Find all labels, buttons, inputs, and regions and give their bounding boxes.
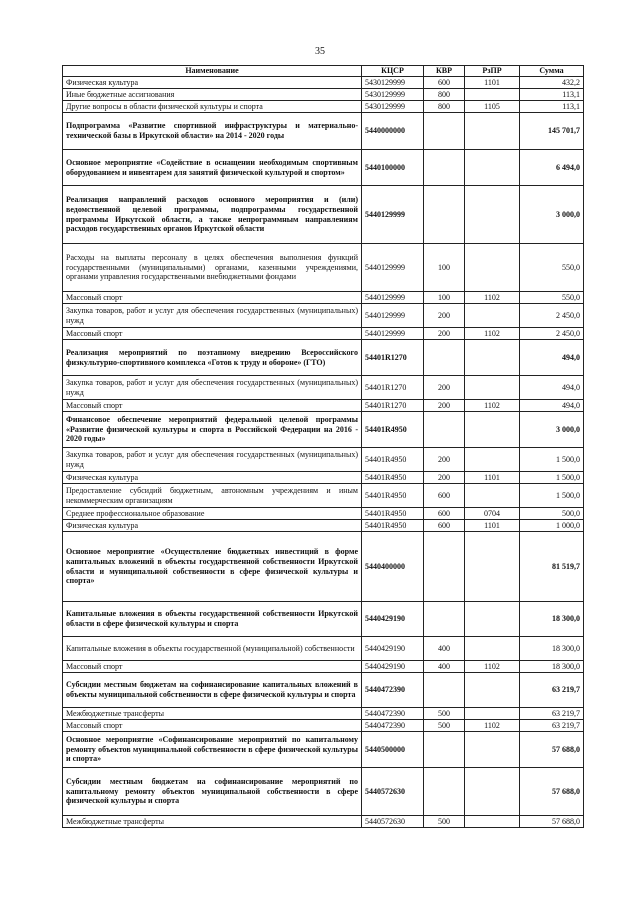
table-row [63, 520, 584, 532]
cell-sum: 145 701,7 [520, 113, 584, 150]
table-row [63, 412, 584, 448]
table-row [63, 720, 584, 732]
cell-kcsr: 5440429190 [362, 637, 424, 661]
page-number: 35 [315, 46, 325, 57]
cell-name: Среднее профессиональное образование [63, 508, 362, 520]
table-header-row [63, 66, 584, 77]
cell-sum: 63 219,7 [520, 708, 584, 720]
cell-name: Массовый спорт [63, 292, 362, 304]
cell-name: Капитальные вложения в объекты государственной собственности Иркутской области в сфере физической культуры и спорта [63, 602, 362, 637]
cell-name: Массовый спорт [63, 328, 362, 340]
table-row [63, 186, 584, 244]
cell-kvr [424, 340, 465, 376]
cell-rzpr [465, 448, 520, 472]
cell-kvr: 100 [424, 244, 465, 292]
cell-sum: 113,1 [520, 101, 584, 113]
cell-name: Другие вопросы в области физической культуры и спорта [63, 101, 362, 113]
cell-kvr [424, 113, 465, 150]
cell-name: Массовый спорт [63, 661, 362, 673]
table-row [63, 244, 584, 292]
cell-kvr [424, 673, 465, 708]
cell-name: Иные бюджетные ассигнования [63, 89, 362, 101]
cell-name: Физическая культура [63, 520, 362, 532]
cell-sum: 1 500,0 [520, 448, 584, 472]
cell-name: Закупка товаров, работ и услуг для обеспечения государственных (муниципальных) нужд [63, 448, 362, 472]
cell-kvr: 600 [424, 508, 465, 520]
cell-kcsr: 54401R4950 [362, 412, 424, 448]
cell-kvr [424, 732, 465, 768]
cell-name: Физическая культура [63, 77, 362, 89]
cell-kcsr: 54401R4950 [362, 448, 424, 472]
cell-kcsr: 54401R4950 [362, 508, 424, 520]
cell-rzpr: 1101 [465, 77, 520, 89]
table-row [63, 448, 584, 472]
cell-kvr [424, 186, 465, 244]
cell-sum: 494,0 [520, 340, 584, 376]
cell-kvr: 500 [424, 708, 465, 720]
cell-kvr: 500 [424, 720, 465, 732]
cell-rzpr [465, 89, 520, 101]
table-row [63, 472, 584, 484]
cell-kcsr: 5440472390 [362, 708, 424, 720]
cell-rzpr: 1102 [465, 661, 520, 673]
cell-sum: 2 450,0 [520, 328, 584, 340]
header-name: Наименование [63, 66, 362, 77]
cell-name: Расходы на выплаты персоналу в целях обеспечения выполнения функций государственными (муниципальными) органами, казенными учреждениями, органами управления государственными внебюджетными фондами [63, 244, 362, 292]
header-rzpr: РзПР [465, 66, 520, 77]
cell-sum: 1 500,0 [520, 484, 584, 508]
cell-sum: 57 688,0 [520, 816, 584, 828]
cell-kvr: 100 [424, 292, 465, 304]
table-row [63, 150, 584, 186]
cell-kcsr: 5440129999 [362, 292, 424, 304]
cell-sum: 494,0 [520, 376, 584, 400]
cell-kvr [424, 150, 465, 186]
cell-sum: 18 300,0 [520, 661, 584, 673]
table-row [63, 304, 584, 328]
cell-rzpr: 1101 [465, 472, 520, 484]
cell-name: Финансовое обеспечение мероприятий федеральной целевой программы «Развитие физической культуры и спорта в Российской Федерации на 2016 - 2020 годы» [63, 412, 362, 448]
cell-kvr [424, 412, 465, 448]
cell-sum: 550,0 [520, 244, 584, 292]
cell-kcsr: 54401R1270 [362, 340, 424, 376]
table-row [63, 340, 584, 376]
cell-kcsr: 5440472390 [362, 673, 424, 708]
cell-kcsr: 54401R4950 [362, 472, 424, 484]
cell-sum: 63 219,7 [520, 673, 584, 708]
table-row [63, 732, 584, 768]
table-row [63, 328, 584, 340]
cell-rzpr [465, 532, 520, 602]
table-row [63, 376, 584, 400]
cell-kcsr: 54401R1270 [362, 376, 424, 400]
cell-kcsr: 54401R4950 [362, 484, 424, 508]
cell-kcsr: 5440429190 [362, 602, 424, 637]
cell-name: Закупка товаров, работ и услуг для обеспечения государственных (муниципальных) нужд [63, 376, 362, 400]
cell-kcsr: 5440129999 [362, 186, 424, 244]
cell-name: Массовый спорт [63, 720, 362, 732]
cell-sum: 432,2 [520, 77, 584, 89]
table-row [63, 637, 584, 661]
cell-rzpr [465, 150, 520, 186]
cell-name: Физическая культура [63, 472, 362, 484]
cell-kvr: 200 [424, 448, 465, 472]
cell-rzpr: 1102 [465, 292, 520, 304]
cell-sum: 57 688,0 [520, 768, 584, 816]
cell-name: Межбюджетные трансферты [63, 816, 362, 828]
cell-kcsr: 5430129999 [362, 89, 424, 101]
cell-sum: 550,0 [520, 292, 584, 304]
cell-kcsr: 5430129999 [362, 77, 424, 89]
cell-rzpr [465, 602, 520, 637]
cell-rzpr [465, 637, 520, 661]
cell-name: Капитальные вложения в объекты государственной (муниципальной) собственности [63, 637, 362, 661]
header-kcsr: КЦСР [362, 66, 424, 77]
table-row [63, 768, 584, 816]
cell-sum: 57 688,0 [520, 732, 584, 768]
cell-rzpr [465, 376, 520, 400]
cell-rzpr [465, 340, 520, 376]
table-row [63, 673, 584, 708]
cell-kcsr: 5440129999 [362, 328, 424, 340]
table-row [63, 816, 584, 828]
cell-name: Предоставление субсидий бюджетным, автономным учреждениям и иным некоммерческим организациям [63, 484, 362, 508]
cell-sum: 3 000,0 [520, 412, 584, 448]
cell-kvr: 200 [424, 472, 465, 484]
cell-sum: 18 300,0 [520, 602, 584, 637]
cell-kvr [424, 768, 465, 816]
cell-sum: 1 500,0 [520, 472, 584, 484]
cell-kvr: 200 [424, 400, 465, 412]
cell-kvr [424, 532, 465, 602]
cell-kcsr: 5440129999 [362, 304, 424, 328]
cell-sum: 494,0 [520, 400, 584, 412]
cell-name: Межбюджетные трансферты [63, 708, 362, 720]
cell-sum: 81 519,7 [520, 532, 584, 602]
cell-kvr: 600 [424, 520, 465, 532]
cell-name: Основное мероприятие «Содействие в оснащении необходимым спортивным оборудованием и инвентарем для занятий физической культурой и спортом» [63, 150, 362, 186]
table-row [63, 101, 584, 113]
cell-kcsr: 54401R4950 [362, 520, 424, 532]
cell-kvr: 200 [424, 328, 465, 340]
cell-rzpr: 1102 [465, 400, 520, 412]
cell-kvr: 800 [424, 101, 465, 113]
cell-sum: 18 300,0 [520, 637, 584, 661]
cell-rzpr: 1102 [465, 720, 520, 732]
cell-kvr: 500 [424, 816, 465, 828]
cell-kcsr: 5440572630 [362, 816, 424, 828]
cell-sum: 63 219,7 [520, 720, 584, 732]
table-row [63, 89, 584, 101]
table-row [63, 708, 584, 720]
cell-name: Реализация направлений расходов основного мероприятия и (или) ведомственной целевой программы, подпрограммы государственной программы Иркутской области, а также непрограммным направлениям расходов государственных органов Иркутской области [63, 186, 362, 244]
header-kvr: КВР [424, 66, 465, 77]
table-row [63, 508, 584, 520]
table-row [63, 532, 584, 602]
cell-kcsr: 5440000000 [362, 113, 424, 150]
cell-rzpr [465, 484, 520, 508]
cell-kvr: 400 [424, 637, 465, 661]
cell-sum: 3 000,0 [520, 186, 584, 244]
cell-sum: 6 494,0 [520, 150, 584, 186]
cell-kcsr: 5440472390 [362, 720, 424, 732]
table-row [63, 113, 584, 150]
cell-rzpr [465, 244, 520, 292]
cell-name: Реализация мероприятий по поэтапному внедрению Всероссийского физкультурно-спортивного комплекса «Готов к труду и обороне» (ГТО) [63, 340, 362, 376]
cell-kvr: 600 [424, 484, 465, 508]
cell-kvr: 200 [424, 304, 465, 328]
budget-table [62, 65, 584, 828]
cell-rzpr [465, 708, 520, 720]
cell-sum: 113,1 [520, 89, 584, 101]
cell-name: Основное мероприятие «Софинансирование мероприятий по капитальному ремонту объектов муниципальной собственности в сфере физической культуры и спорта» [63, 732, 362, 768]
cell-kvr: 600 [424, 77, 465, 89]
cell-kvr [424, 602, 465, 637]
cell-sum: 2 450,0 [520, 304, 584, 328]
cell-rzpr: 1102 [465, 328, 520, 340]
cell-kcsr: 5430129999 [362, 101, 424, 113]
cell-kvr: 800 [424, 89, 465, 101]
cell-name: Субсидии местным бюджетам на софинансирование капитальных вложений в объекты муниципальной собственности в сфере физической культуры и спорта [63, 673, 362, 708]
cell-rzpr [465, 673, 520, 708]
cell-rzpr [465, 186, 520, 244]
cell-kcsr: 5440129999 [362, 244, 424, 292]
table-row [63, 292, 584, 304]
cell-kvr: 400 [424, 661, 465, 673]
cell-sum: 1 000,0 [520, 520, 584, 532]
cell-kvr: 200 [424, 376, 465, 400]
table-row [63, 484, 584, 508]
cell-rzpr: 1105 [465, 101, 520, 113]
cell-name: Субсидии местным бюджетам на софинансирование мероприятий по капитальному ремонту объектов муниципальной собственности в сфере физической культуры и спорта [63, 768, 362, 816]
cell-rzpr: 0704 [465, 508, 520, 520]
cell-rzpr [465, 412, 520, 448]
cell-sum: 500,0 [520, 508, 584, 520]
cell-name: Основное мероприятие «Осуществление бюджетных инвестиций в форме капитальных вложений в объекты государственной собственности Иркутской области и муниципальной собственности в сфере физической культуры и спорта» [63, 532, 362, 602]
cell-kcsr: 5440400000 [362, 532, 424, 602]
cell-name: Закупка товаров, работ и услуг для обеспечения государственных (муниципальных) нужд [63, 304, 362, 328]
table-row [63, 400, 584, 412]
cell-kcsr: 5440429190 [362, 661, 424, 673]
cell-rzpr [465, 732, 520, 768]
cell-rzpr [465, 768, 520, 816]
cell-rzpr [465, 816, 520, 828]
cell-rzpr [465, 304, 520, 328]
cell-rzpr: 1101 [465, 520, 520, 532]
cell-name: Подпрограмма «Развитие спортивной инфраструктуры и материально- технической базы в Иркутской области» на 2014 - 2020 годы [63, 113, 362, 150]
cell-kcsr: 5440500000 [362, 732, 424, 768]
cell-kcsr: 5440572630 [362, 768, 424, 816]
cell-rzpr [465, 113, 520, 150]
table-row [63, 602, 584, 637]
cell-name: Массовый спорт [63, 400, 362, 412]
header-sum: Сумма [520, 66, 584, 77]
table-row [63, 661, 584, 673]
table-row [63, 77, 584, 89]
cell-kcsr: 54401R1270 [362, 400, 424, 412]
cell-kcsr: 5440100000 [362, 150, 424, 186]
